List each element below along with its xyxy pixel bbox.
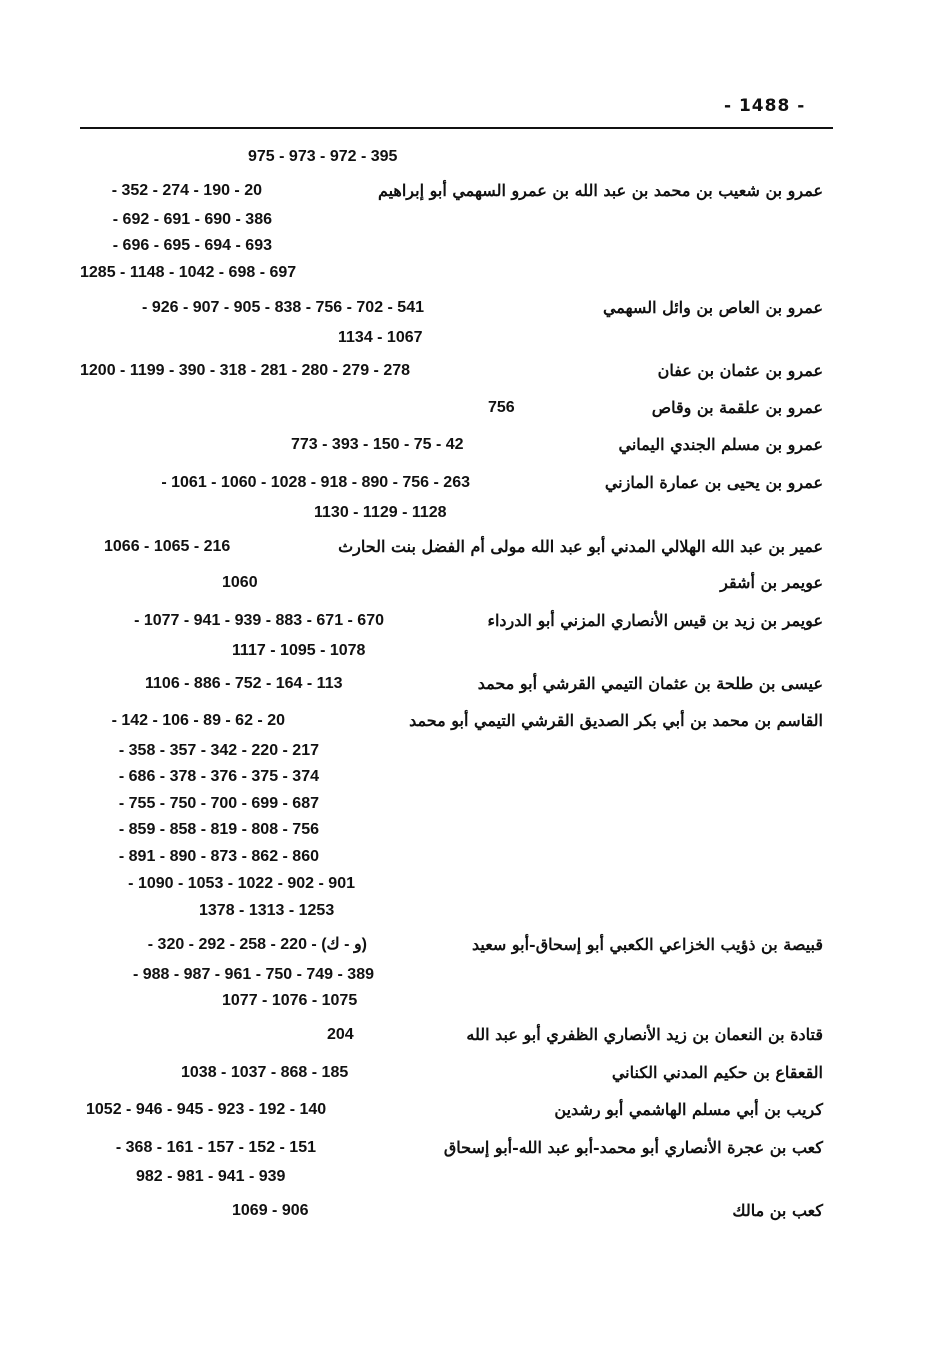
index-entry-name: قبيصة بن ذؤيب الخزاعي الكعبي أبو إسحاق-أبو سعيد	[471, 935, 823, 954]
index-entry-name: عمرو بن شعيب بن محمد بن عبد الله بن عمرو السهمي أبو إبراهيم	[377, 181, 823, 200]
index-entry-name: عمرو بن مسلم الجندي اليماني	[618, 435, 823, 454]
index-entry-refs: 204	[327, 1026, 354, 1043]
index-entry-refs: 982 - 981 - 941 - 939	[136, 1168, 286, 1185]
index-entry-name: كعب بن مالك	[732, 1201, 823, 1220]
index-entry-name: عيسى بن طلحة بن عثمان التيمي القرشي أبو محمد	[477, 674, 823, 693]
index-entry-name: كعب بن عجرة الأنصاري أبو محمد-أبو عبد الله-أبو إسحاق	[443, 1138, 823, 1157]
index-entry-refs: 1060	[222, 574, 258, 591]
index-entry-refs: - 988 - 987 - 961 - 750 - 749 - 389	[132, 966, 374, 983]
index-entry-refs: - 368 - 161 - 157 - 152 - 151	[115, 1139, 316, 1156]
index-entry-refs: 1077 - 1076 - 1075	[222, 992, 358, 1009]
index-entry-name: عويمر بن أشقر	[720, 573, 823, 592]
page-number: - 1488 -	[724, 96, 806, 116]
index-entry-refs: 1285 - 1148 - 1042 - 698 - 697	[80, 264, 297, 281]
header-rule	[80, 127, 833, 129]
index-entry-refs: 1106 - 886 - 752 - 164 - 113	[145, 675, 343, 692]
index-entry-refs: 1052 - 946 - 945 - 923 - 192 - 140	[86, 1101, 327, 1118]
index-entry-refs: - 692 - 691 - 690 - 386	[112, 211, 272, 228]
index-entry-refs: 975 - 973 - 972 - 395	[248, 148, 398, 165]
index-entry-refs: 756	[488, 399, 515, 416]
index-entry-name: القاسم بن محمد بن أبي بكر الصديق القرشي التيمي أبو محمد	[409, 711, 823, 730]
index-entry-refs: - 696 - 695 - 694 - 693	[112, 237, 272, 254]
index-entry-name: عويمر بن زيد بن قيس الأنصاري المزني أبو الدرداء	[487, 611, 823, 630]
index-entry-refs: 1117 - 1095 - 1078	[232, 642, 366, 659]
index-entry-name: القعقاع بن حكيم المدني الكناني	[611, 1063, 823, 1082]
index-entry-refs: 1069 - 906	[232, 1202, 309, 1219]
index-entry-refs: - 1090 - 1053 - 1022 - 902 - 901	[128, 875, 355, 892]
index-entry-refs: 1130 - 1129 - 1128	[314, 504, 447, 521]
index-entry-refs: - 1077 - 941 - 939 - 883 - 671 - 670	[134, 612, 384, 629]
index-entry-refs: - 320 - 292 - 258 - 220 - (و - ك)	[147, 936, 367, 953]
index-entry-refs: 1134 - 1067	[338, 329, 423, 346]
index-entry-name: عمرو بن عثمان بن عفان	[657, 361, 823, 380]
index-entry-name: عمرو بن يحيى بن عمارة المازني	[604, 473, 823, 492]
index-entry-refs: 1200 - 1199 - 390 - 318 - 281 - 280 - 279 - 278	[80, 362, 411, 379]
index-entry-name: كريب بن أبي مسلم الهاشمي أبو رشدين	[554, 1100, 823, 1119]
index-entry-refs: - 142 - 106 - 89 - 62 - 20	[111, 712, 285, 729]
index-entry-refs: - 926 - 907 - 905 - 838 - 756 - 702 - 541	[142, 299, 424, 316]
index-entry-refs: 773 - 393 - 150 - 75 - 42	[291, 436, 464, 453]
index-entry-refs: - 352 - 274 - 190 - 20	[111, 182, 262, 199]
index-entry-refs: 1038 - 1037 - 868 - 185	[181, 1064, 349, 1081]
index-entry-refs: - 891 - 890 - 873 - 862 - 860	[118, 848, 319, 865]
index-entry-refs: - 859 - 858 - 819 - 808 - 756	[118, 821, 319, 838]
index-entry-name: عمرو بن علقمة بن وقاص	[651, 398, 823, 417]
index-entry-refs: - 358 - 357 - 342 - 220 - 217	[118, 742, 319, 759]
index-entry-refs: - 686 - 378 - 376 - 375 - 374	[118, 768, 319, 785]
index-entry-name: قتادة بن النعمان بن زيد الأنصاري الظفري أبو عبد الله	[466, 1025, 823, 1044]
index-entry-refs: 1066 - 1065 - 216	[104, 538, 231, 555]
index-entry-refs: - 1061 - 1060 - 1028 - 918 - 890 - 756 - 263	[161, 474, 470, 491]
index-entry-name: عمير بن عبد الله الهلالي المدني أبو عبد الله مولى أم الفضل بنت الحارث	[338, 537, 823, 556]
index-entry-name: عمرو بن العاص بن وائل السهمي	[602, 298, 823, 317]
index-entry-refs: - 755 - 750 - 700 - 699 - 687	[118, 795, 319, 812]
index-entry-refs: 1378 - 1313 - 1253	[199, 902, 335, 919]
